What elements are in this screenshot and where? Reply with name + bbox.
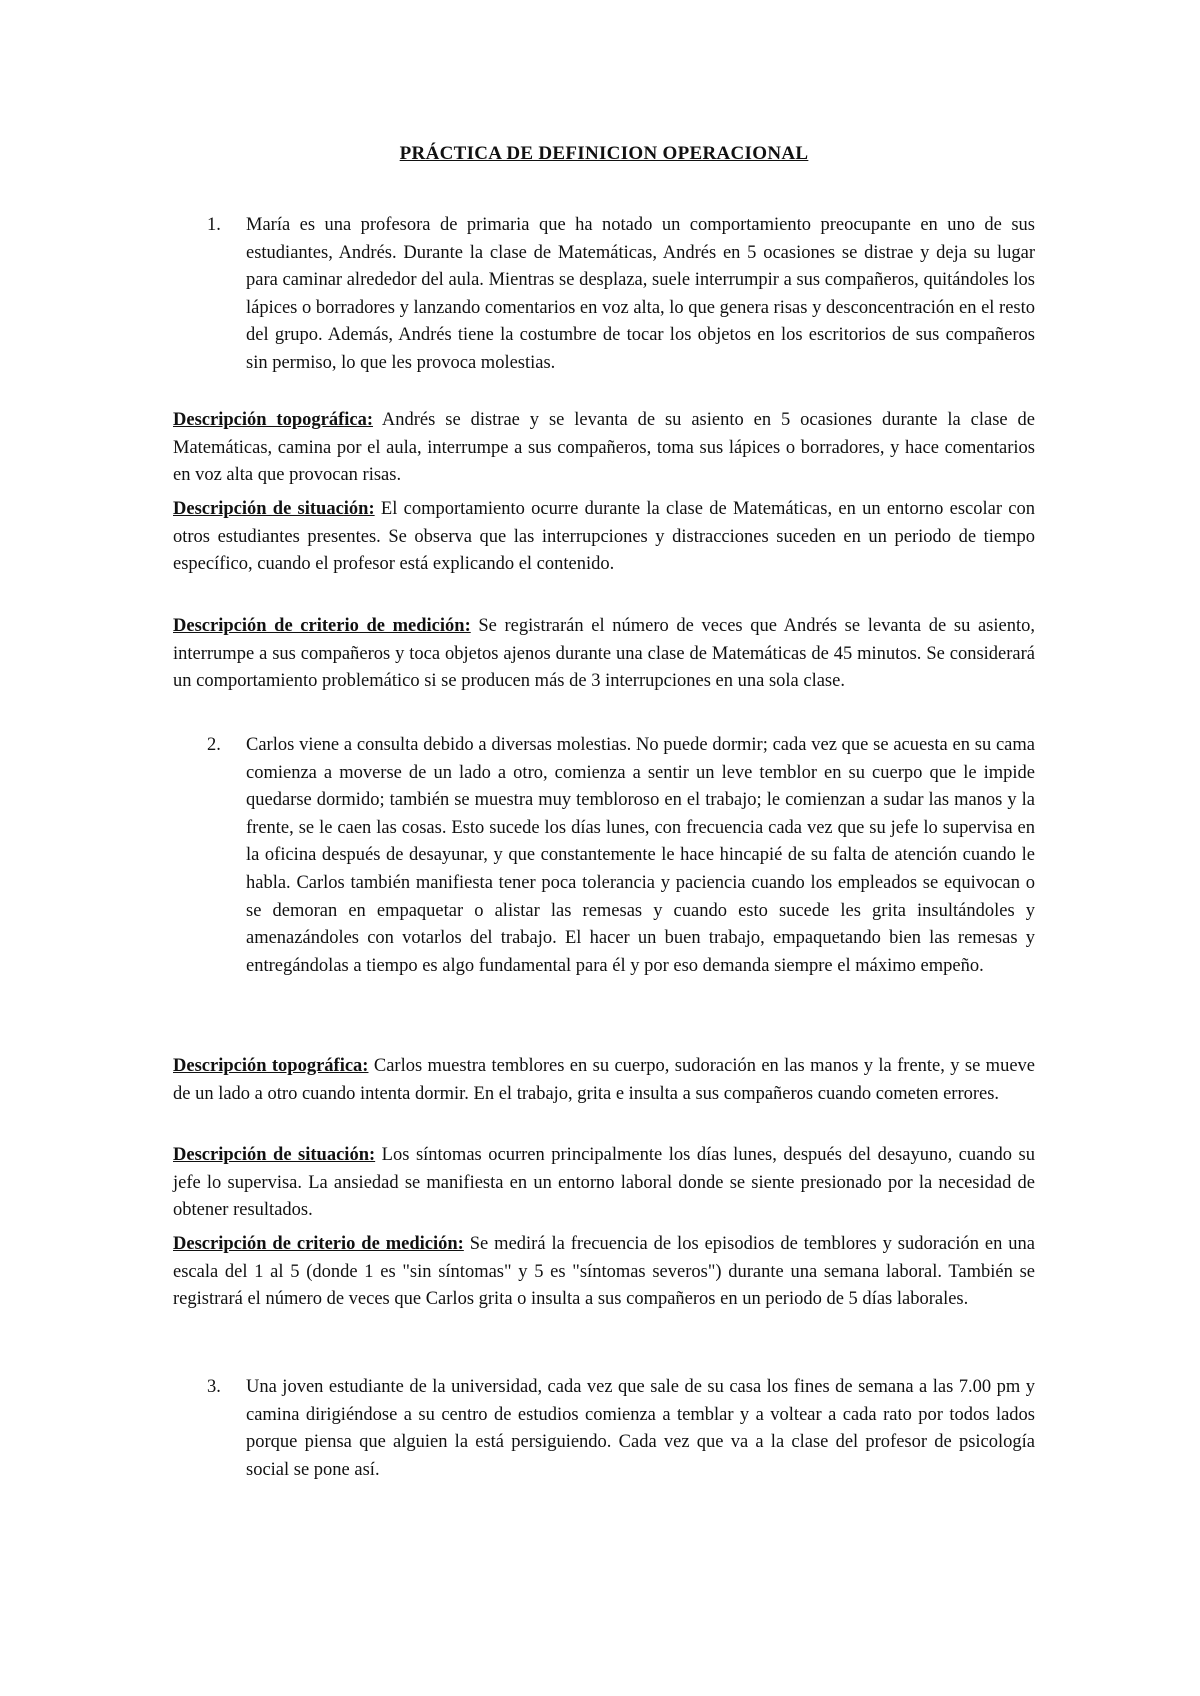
section-text: El comportamiento ocurre durante la clase de Matemáticas, en un entorno escolar con otros estudiantes presentes. Se observa que las interrupciones y distracciones suceden en un periodo de tiempo específico, cuando el profesor está explicando el contenido. <box>173 499 1035 575</box>
case-2 <box>173 732 1035 980</box>
section-label: Descripción de situación: <box>173 499 375 519</box>
case-number: 2. <box>207 735 221 755</box>
situation-description <box>173 496 1035 579</box>
section-text: Se registrarán el número de veces que Andrés se levanta de su asiento, interrumpe a sus compañeros y toca objetos ajenos durante una clase de Matemáticas de 45 minutos. Se considerará un comportamiento problemático si se producen más de 3 interrupciones en una sola clase. <box>173 616 1035 692</box>
section-text: Andrés se distrae y se levanta de su asiento en 5 ocasiones durante la clase de Matemáticas, camina por el aula, interrumpe a sus compañeros, toma sus lápices o borradores, y hace comentarios en voz alta que provocan risas. <box>173 410 1035 486</box>
measurement-criteria-description <box>173 1231 1035 1314</box>
document-title: PRÁCTICA DE DEFINICION OPERACIONAL <box>399 143 809 164</box>
section-text: Carlos muestra temblores en su cuerpo, sudoración en las manos y la frente, y se mueve de un lado a otro cuando intenta dormir. En el trabajo, grita e insulta a sus compañeros cuando cometen errores. <box>173 1056 1035 1104</box>
case-text: María es una profesora de primaria que ha notado un comportamiento preocupante en uno de sus estudiantes, Andrés. Durante la clase de Matemáticas, Andrés en 5 ocasiones se distrae y deja su lugar para caminar alrededor del aula. Mientras se desplaza, suele interrumpir a sus compañeros, quitándoles los lápices o borradores y lanzando comentarios en voz alta, lo que genera risas y desconcentración en el resto del grupo. Además, Andrés tiene la costumbre de tocar los objetos en los escritorios de sus compañeros sin permiso, lo que les provoca molestias. <box>246 215 1036 373</box>
case-text: Una joven estudiante de la universidad, cada vez que sale de su casa los fines de semana a las 7.00 pm y camina dirigiéndose a su centro de estudios comienza a temblar y a voltear a cada rato por todos lados porque piensa que alguien la está persiguiendo. Cada vez que va a la clase del profesor de psicología social se pone así. <box>246 1377 1035 1480</box>
section-label: Descripción de criterio de medición: <box>173 1234 464 1254</box>
situation-description <box>173 1142 1035 1225</box>
document-page <box>173 0 1035 1696</box>
section-label: Descripción topográfica: <box>173 1056 369 1076</box>
case-number: 1. <box>207 215 221 235</box>
topographic-description <box>173 407 1035 490</box>
topographic-description <box>173 1053 1035 1108</box>
measurement-criteria-description <box>173 613 1035 696</box>
case-3 <box>173 1374 1035 1484</box>
section-label: Descripción de criterio de medición: <box>173 616 471 636</box>
section-label: Descripción topográfica: <box>173 410 374 430</box>
case-number: 3. <box>207 1377 221 1397</box>
section-label: Descripción de situación: <box>173 1145 376 1165</box>
section-text: Los síntomas ocurren principalmente los días lunes, después del desayuno, cuando su jefe lo supervisa. La ansiedad se manifiesta en un entorno laboral donde se siente presionado por la necesidad de obtener resultados. <box>173 1145 1035 1221</box>
case-1 <box>173 212 1035 378</box>
case-text: Carlos viene a consulta debido a diversas molestias. No puede dormir; cada vez que se acuesta en su cama comienza a moverse de un lado a otro, comienza a sentir un leve temblor en su cuerpo que le impide quedarse dormido; también se muestra muy tembloroso en el trabajo; le comienzan a sudar las manos y la frente, se le caen las cosas. Esto sucede los días lunes, con frecuencia cada vez que su jefe lo supervisa en la oficina después de desayunar, y que constantemente le hace hincapié de su falta de atención cuando le habla. Carlos también manifiesta tener poca tolerancia y paciencia cuando los empleados se equivocan o se demoran en empaquetar o alistar las remesas y cuando esto sucede les grita insultándoles y amenazándoles con votarlos del trabajo. El hacer un buen trabajo, empaquetando bien las remesas y entregándolas a tiempo es algo fundamental para él y por eso demanda siempre el máximo empeño. <box>246 735 1035 976</box>
section-text: Se medirá la frecuencia de los episodios de temblores y sudoración en una escala del 1 al 5 (donde 1 es "sin síntomas" y 5 es "síntomas severos") durante una semana laboral. También se registrará el número de veces que Carlos grita o insulta a sus compañeros en un periodo de 5 días laborales. <box>173 1234 1035 1310</box>
